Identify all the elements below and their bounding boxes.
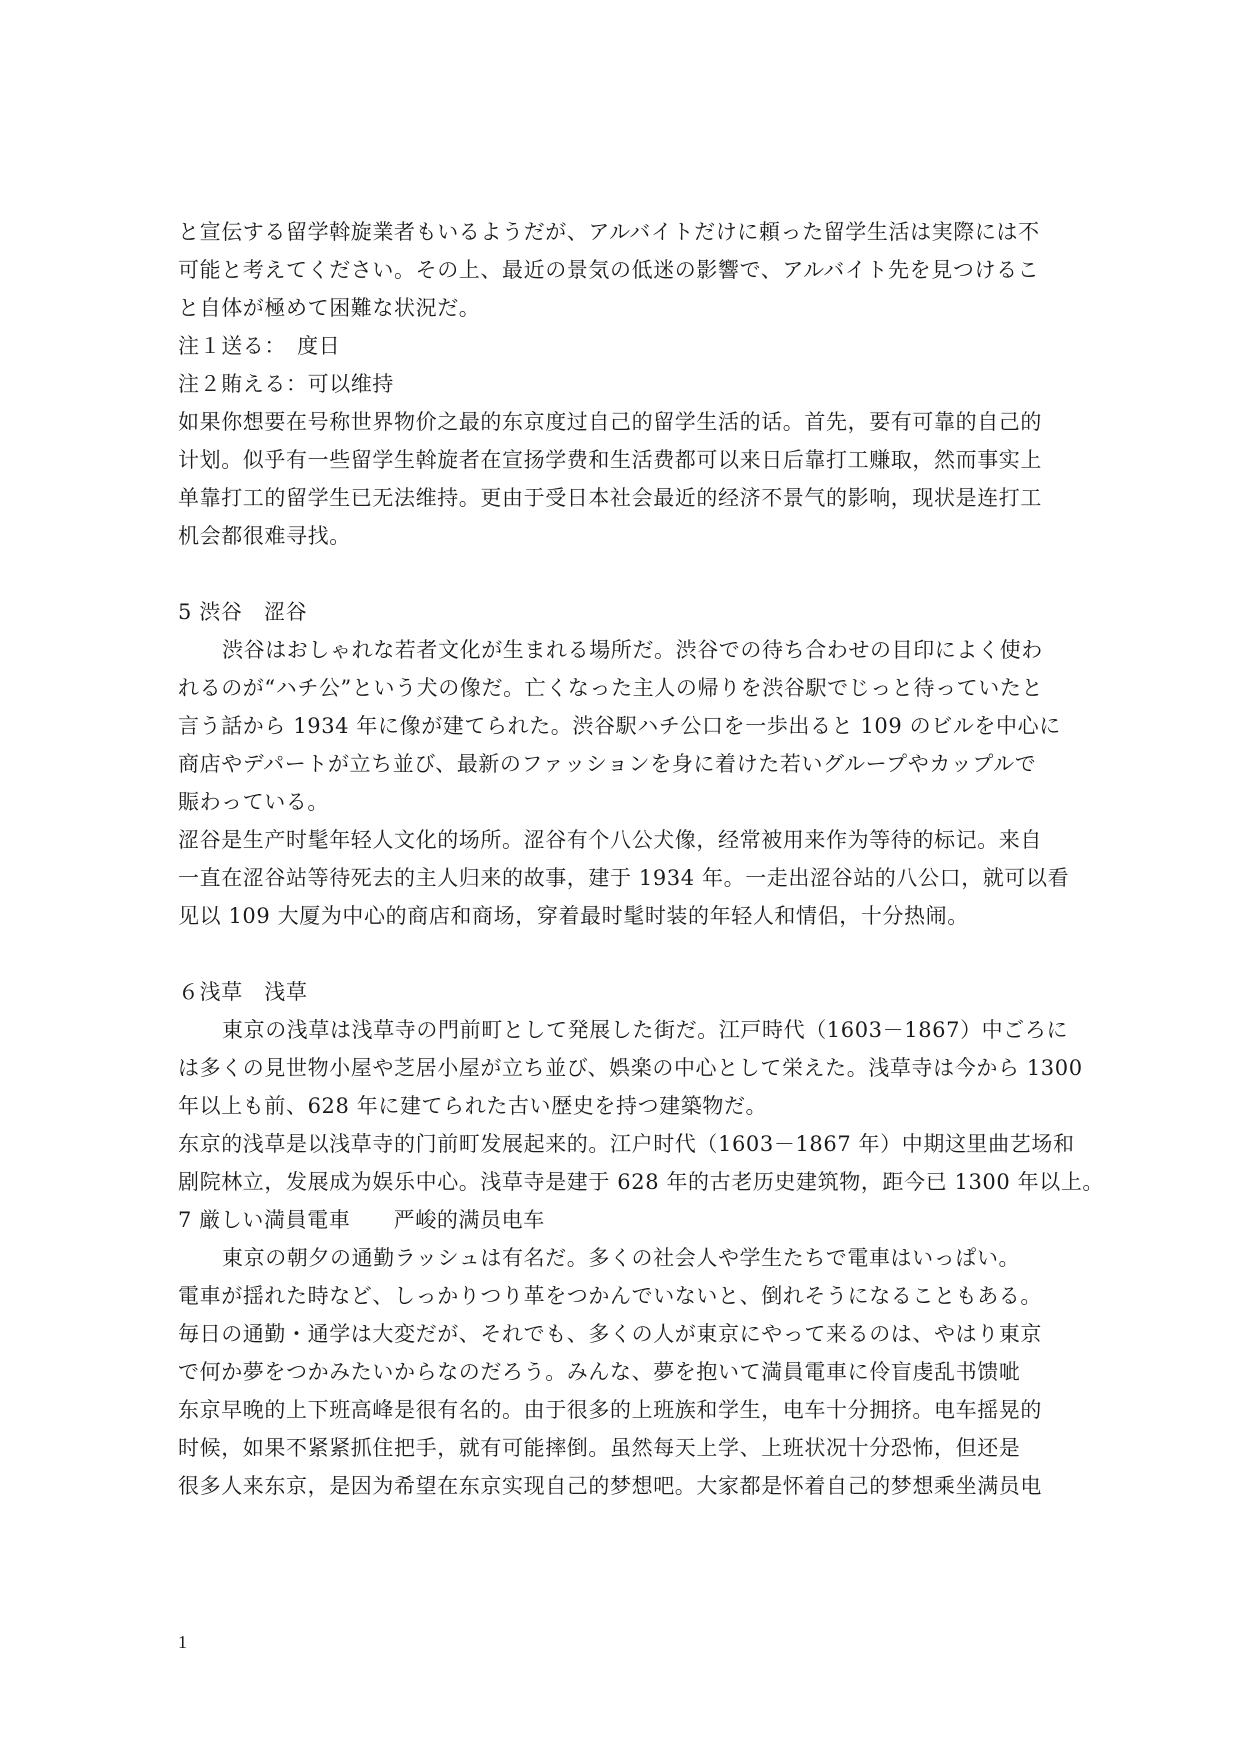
text-line: 东京早晚的上下班高峰是很有名的。由于很多的上班族和学生，电车十分拥挤。电车摇晃的 bbox=[178, 1398, 1042, 1422]
text-line: で何か夢をつかみたいからなのだろう。みんな、夢を抱いて満員電車に伶盲虔乱书馈呲 bbox=[178, 1360, 1021, 1384]
text-line: は多くの見世物小屋や芝居小屋が立ち並び、娯楽の中心として栄えた。浅草寺は今から 1300 bbox=[178, 1056, 1083, 1080]
text-line: 如果你想要在号称世界物价之最的东京度过自己的留学生活的话。首先，要有可靠的自己的 bbox=[178, 410, 1042, 434]
text-line: 东京的浅草是以浅草寺的门前町发展起来的。江户时代（1603－1867 年）中期这里曲艺场和 bbox=[178, 1132, 1075, 1156]
section-heading: 5 渋谷 涩谷 bbox=[178, 600, 308, 624]
text-line: 计划。似乎有一些留学生斡旋者在宣扬学费和生活费都可以来日后靠打工赚取，然而事实上 bbox=[178, 448, 1042, 472]
blank-line bbox=[178, 555, 1098, 593]
text-line: 单靠打工的留学生已无法维持。更由于受日本社会最近的经济不景气的影响，现状是连打工 bbox=[178, 486, 1042, 510]
section-heading: ６浅草 浅草 bbox=[178, 980, 308, 1004]
document-body bbox=[178, 213, 1105, 1505]
text-line: と宣伝する留学斡旋業者もいるようだが、アルバイトだけに頼った留学生活は実際には不 bbox=[178, 220, 1040, 244]
note-line: 注２賄える：可以维持 bbox=[178, 372, 394, 396]
text-line: と自体が極めて困難な状況だ。 bbox=[178, 296, 481, 320]
text-line: 賑わっている。 bbox=[178, 790, 329, 814]
text-line: 剧院林立，发展成为娱乐中心。浅草寺是建于 628 年的古老历史建筑物，距今已 1300 年以上。 bbox=[178, 1170, 1105, 1194]
blank-line bbox=[178, 935, 1098, 973]
text-line: 涩谷是生产时髦年轻人文化的场所。涩谷有个八公犬像，经常被用来作为等待的标记。来自 bbox=[178, 828, 1042, 852]
text-line: 一直在涩谷站等待死去的主人归来的故事，建于 1934 年。一走出涩谷站的八公口，就可以看 bbox=[178, 866, 1070, 890]
text-line: 时候，如果不紧紧抓住把手，就有可能摔倒。虽然每天上学、上班状况十分恐怖，但还是 bbox=[178, 1436, 1021, 1460]
section-heading: 7 厳しい満員電車 严峻的满员电车 bbox=[178, 1208, 545, 1232]
text-line: 言う話から 1934 年に像が建てられた。渋谷駅ハチ公口を一歩出ると 109 のビルを中心に bbox=[178, 714, 1061, 738]
text-line: 東京の朝夕の通勤ラッシュは有名だ。多くの社会人や学生たちで電車はいっぱい。 bbox=[222, 1246, 1021, 1270]
text-line: 渋谷はおしゃれな若者文化が生まれる場所だ。渋谷での待ち合わせの目印によく使わ bbox=[222, 638, 1043, 662]
note-line: 注１送る： 度日 bbox=[178, 334, 341, 358]
text-line: 很多人来东京，是因为希望在东京实现自己的梦想吧。大家都是怀着自己的梦想乘坐满员电 bbox=[178, 1474, 1042, 1498]
text-line: 可能と考えてください。その上、最近の景気の低迷の影響で、アルバイト先を見つけるこ bbox=[178, 258, 1040, 282]
text-line: 電車が揺れた時など、しっかりつり革をつかんでいないと、倒れそうになることもある。 bbox=[178, 1284, 1042, 1308]
text-line: 毎日の通勤・通学は大変だが、それでも、多くの人が東京にやって来るのは、やはり東京 bbox=[178, 1322, 1042, 1346]
text-line: 机会都很难寻找。 bbox=[178, 524, 351, 548]
text-line: 東京の浅草は浅草寺の門前町として発展した街だ。江戸時代（1603－1867）中ごろに bbox=[222, 1018, 1069, 1042]
text-line: 年以上も前、628 年に建てられた古い歴史を持つ建築物だ。 bbox=[178, 1094, 768, 1118]
text-line: れるのが“ハチ公”という犬の像だ。亡くなった主人の帰りを渋谷駅でじっと待っていたと bbox=[178, 676, 1044, 700]
page-number: 1 bbox=[178, 1632, 187, 1652]
text-line: 商店やデパートが立ち並び、最新のファッションを身に着けた若いグループやカップルで bbox=[178, 752, 1037, 776]
text-line: 见以 109 大厦为中心的商店和商场，穿着最时髦时装的年轻人和情侣，十分热闹。 bbox=[178, 904, 969, 928]
